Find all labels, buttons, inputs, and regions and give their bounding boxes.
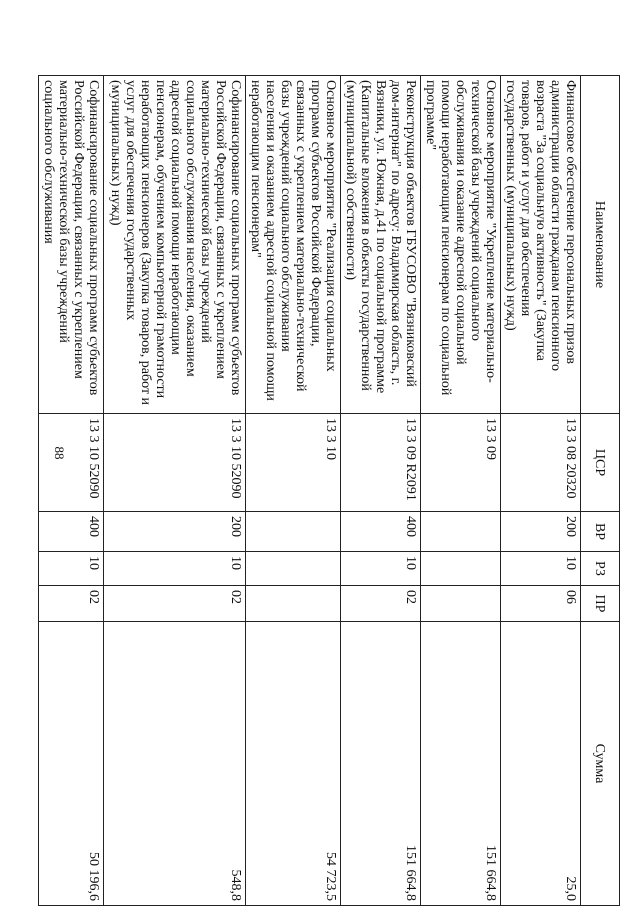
cell-rz: [421, 552, 501, 586]
header-vr: ВР: [581, 512, 620, 552]
header-pr: ПР: [581, 586, 620, 622]
header-row: [581, 76, 620, 906]
cell-vr: 400: [341, 512, 421, 552]
cell-name: Реконструкция объектов ГБУСОВО "Вязниковский дом-интернат" по адресу: Владимирская область, г. Вязники, ул. Южная, д.41 по социальной программе (Капитальные вложения в объекты государственной (муниципальной) собственности): [341, 76, 421, 414]
page-number: 88: [52, 446, 67, 460]
cell-name: Финансовое обеспечение персональных призов администрации области гражданам пенсионного возраста "За социальную активность" (Закупка товаров, работ и услуг для обеспечения государственных (муниципальных) нужд): [501, 76, 581, 414]
cell-csr: 13 3 10 52090: [104, 414, 246, 512]
table-row: [39, 76, 104, 906]
cell-pr: 02: [104, 586, 246, 622]
cell-pr: 02: [39, 586, 104, 622]
header-csr: ЦСР: [581, 414, 620, 512]
table-row: [501, 76, 581, 906]
header-name: Наименование: [581, 76, 620, 414]
cell-rz: 10: [501, 552, 581, 586]
cell-vr: 200: [104, 512, 246, 552]
cell-rz: [246, 552, 341, 586]
cell-sum: 151 664,8: [421, 622, 501, 906]
cell-vr: 400: [39, 512, 104, 552]
cell-sum: 151 664,8: [341, 622, 421, 906]
cell-csr: 13 3 10 52090: [39, 414, 104, 512]
cell-csr: 13 3 09 R2091: [341, 414, 421, 512]
cell-vr: [421, 512, 501, 552]
budget-table: [38, 75, 620, 906]
table-row: [341, 76, 421, 906]
cell-sum: 548,8: [104, 622, 246, 906]
cell-pr: [421, 586, 501, 622]
cell-pr: [246, 586, 341, 622]
cell-pr: 02: [341, 586, 421, 622]
header-sum: Сумма: [581, 622, 620, 906]
header-rz: РЗ: [581, 552, 620, 586]
cell-vr: 200: [501, 512, 581, 552]
cell-rz: 10: [341, 552, 421, 586]
cell-name: Софинансирование социальных программ субъектов Российской Федерации, связанных с укреплением материально-технической базы учреждений социального обслуживания населения, оказанием адресной социальной помощи неработающим пенсионерам, обучением компьютерной грамотности неработающих пенсионеров (Закупка товаров, работ и услуг для обеспечения государственных (муниципальных) нужд): [104, 76, 246, 414]
cell-csr: 13 3 08 20320: [501, 414, 581, 512]
table-row: [421, 76, 501, 906]
cell-name: Софинансирование социальных программ субъектов Российской Федерации, связанных с укреплением материально-технической базы учреждений социального обслуживания: [39, 76, 104, 414]
rotated-page-content: [41, 75, 620, 905]
table-row: [104, 76, 246, 906]
cell-csr: 13 3 10: [246, 414, 341, 512]
cell-sum: 25,0: [501, 622, 581, 906]
cell-csr: 13 3 09: [421, 414, 501, 512]
cell-sum: 50 196,6: [39, 622, 104, 906]
cell-name: Основное мероприятие "Укрепление материально-технической базы учреждений социального обслуживания и оказание адресной социальной помощи неработающим пенсионерам по социальной программе": [421, 76, 501, 414]
cell-vr: [246, 512, 341, 552]
cell-name: Основное мероприятие "Реализация социальных программ субъектов Российской Федерации, связанных с укреплением материально-технической базы учреждений социального обслуживания населения и оказанием адресной социальной помощи неработающим пенсионерам": [246, 76, 341, 414]
cell-rz: 10: [39, 552, 104, 586]
cell-sum: 54 723,5: [246, 622, 341, 906]
table-row: [246, 76, 341, 906]
cell-pr: 06: [501, 586, 581, 622]
cell-rz: 10: [104, 552, 246, 586]
